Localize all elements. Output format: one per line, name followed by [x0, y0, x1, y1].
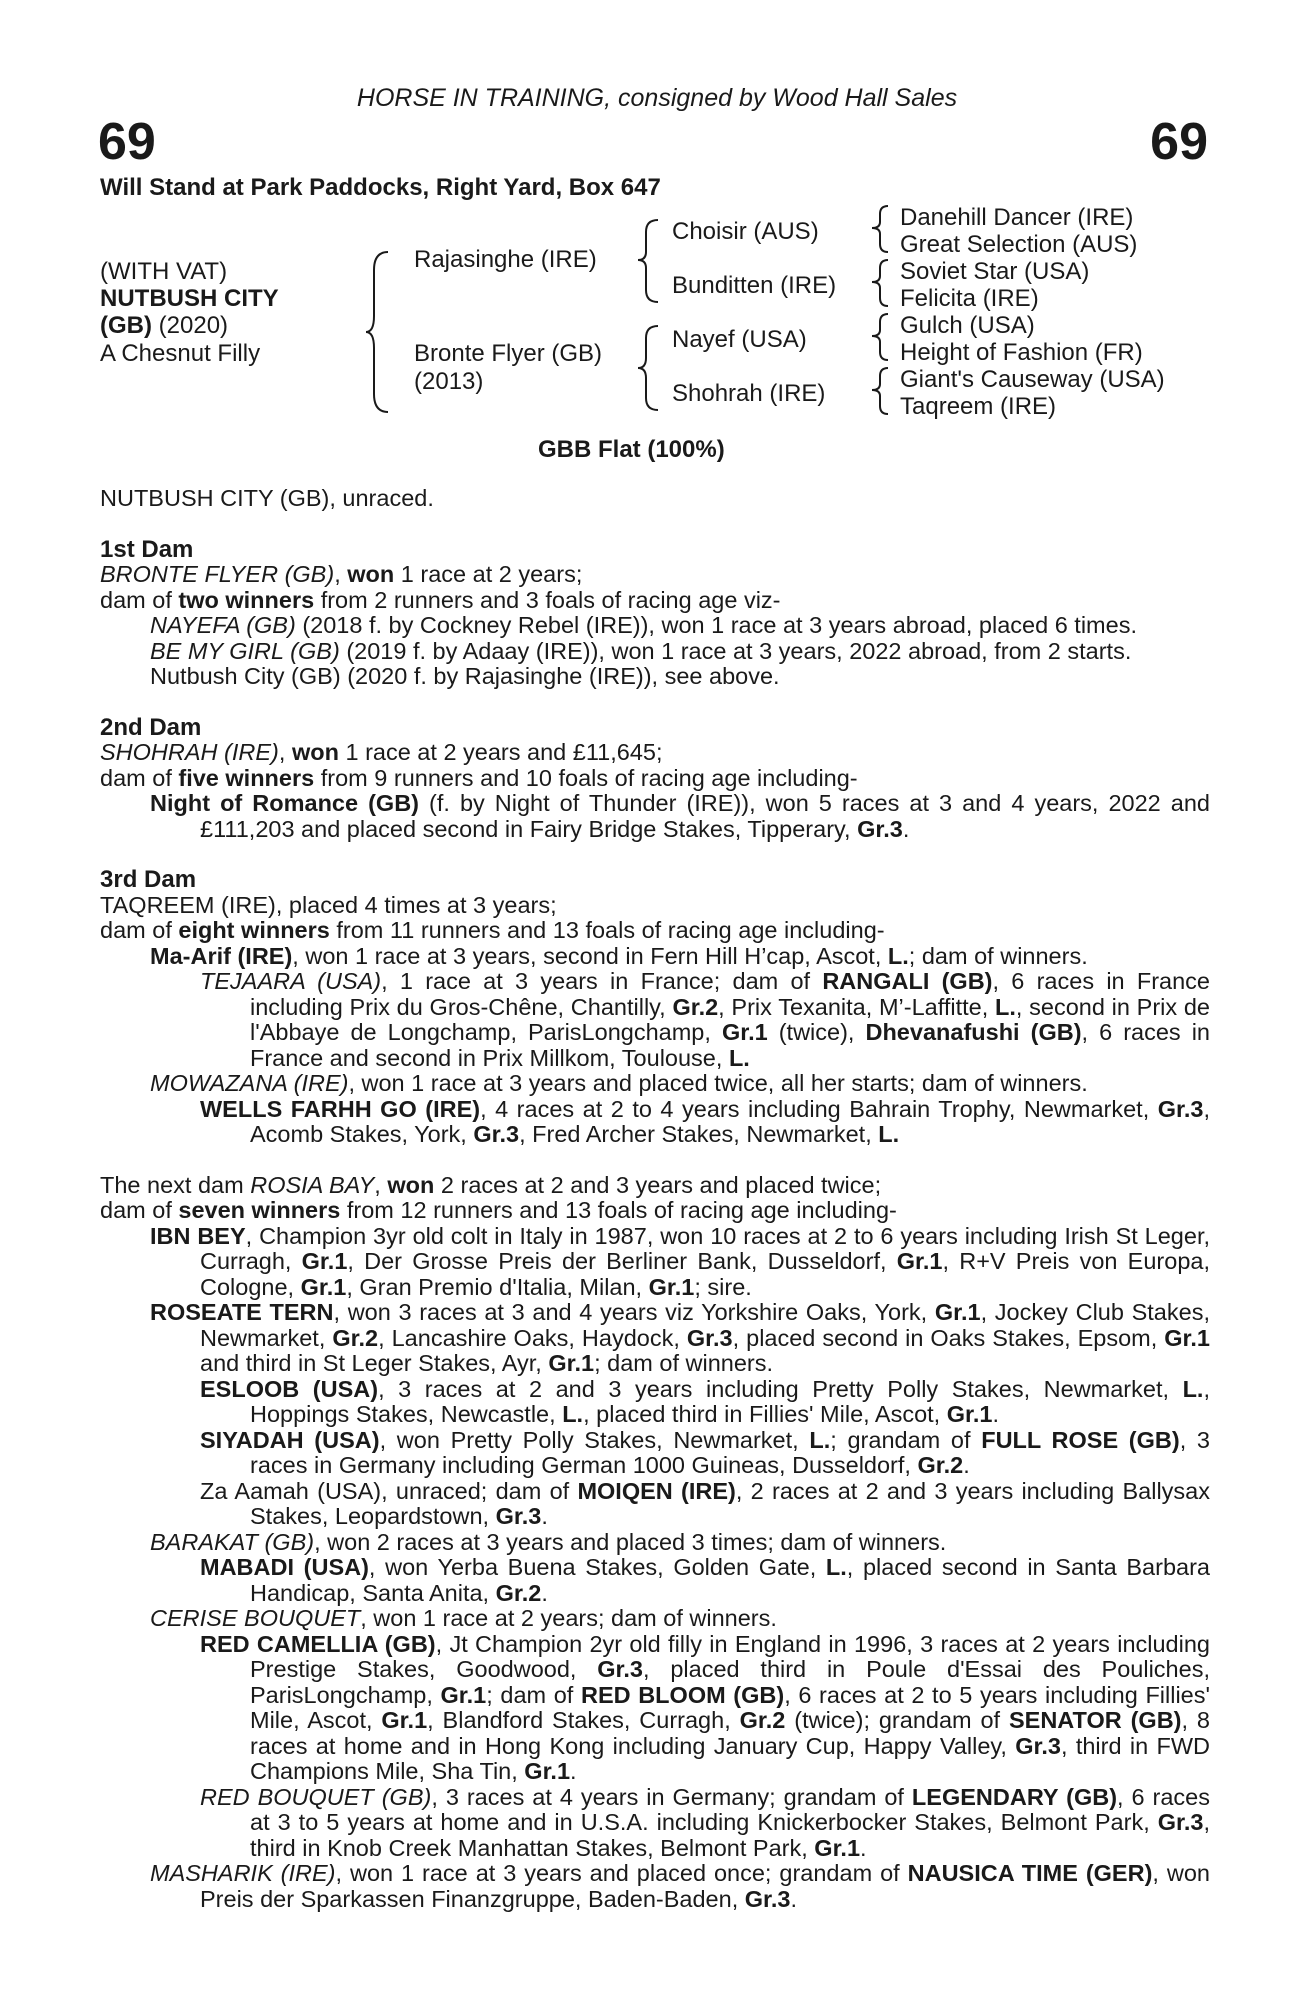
pedigree-sss: Danehill Dancer (IRE) [900, 204, 1134, 231]
pedigree-dds: Giant's Causeway (USA) [900, 366, 1165, 393]
horse-name: NUTBUSH CITY [100, 285, 279, 312]
next-dam-foal: IBN BEY, Champion 3yr old colt in Italy in 1987, won 10 races at 2 to 6 years including Irish St Leger, Curragh, Gr.1, Der Grosse Preis der Berliner Bank, Dusseldorf, Gr.1, R+V Preis von Europa, Cologne, Gr.1, Gran Premio d'Italia, Milan, Gr.1; sire. [150, 1222, 1211, 1300]
horse-origin-year: (GB) (2020) [100, 312, 229, 339]
pedigree-dam-year: (2013) [414, 368, 484, 395]
pedigree-brace-main [366, 250, 396, 414]
sale-title: HORSE IN TRAINING, consigned by Wood Hall Sales [356, 84, 958, 112]
next-dam-foal: MASHARIK (IRE), won 1 race at 3 years and placed once; grandam of NAUSICA TIME (GER), won Preis der Sparkassen Finanzgruppe, Baden-Baden, Gr.3. [150, 1860, 1210, 1912]
third-dam-summary: TAQREEM (IRE), placed 4 times at 3 years; [100, 891, 557, 918]
next-dam-foal: CERISE BOUQUET, won 1 race at 2 years; dam of winners. [150, 1605, 777, 1631]
pedigree-dam-dam: Shohrah (IRE) [672, 380, 826, 407]
second-dam-produce: dam of five winners from 9 runners and 10 foals of racing age including- [100, 764, 858, 791]
pedigree-sire-dam: Bunditten (IRE) [672, 272, 837, 299]
third-dam-grandfoal: WELLS FARHH GO (IRE), 4 races at 2 to 4 years including Bahrain Trophy, Newmarket, Gr.3, Acomb Stakes, York, Gr.3, Fred Archer Stakes, Newmarket, L. [200, 1095, 1210, 1147]
third-dam-heading: 3rd Dam [100, 866, 197, 893]
pedigree-dam: Bronte Flyer (GB) [414, 340, 603, 367]
second-dam-foal: Night of Romance (GB) (f. by Night of Thunder (IRE)), won 5 races at 3 and 4 years, 2022 and £111,203 and placed second in Fairy Bridge Stakes, Tipperary, Gr.3. [150, 790, 1210, 842]
pedigree-ddd: Taqreem (IRE) [900, 393, 1057, 420]
next-dam-produce: dam of seven winners from 12 runners and 13 foals of racing age including- [100, 1197, 897, 1223]
stand-location: Will Stand at Park Paddocks, Right Yard, Box 647 [100, 174, 661, 201]
lot-number-left: 69 [98, 113, 156, 171]
brace-g4 [870, 366, 894, 416]
pedigree-sire: Rajasinghe (IRE) [414, 246, 597, 273]
first-dam-foal: Nutbush City (GB) (2020 f. by Rajasinghe (IRE)), see above. [150, 663, 780, 689]
pedigree-sire-sire: Choisir (AUS) [672, 218, 819, 245]
first-dam-produce: dam of two winners from 2 runners and 3 foals of racing age viz- [100, 586, 781, 613]
rating: GBB Flat (100%) [538, 436, 725, 463]
third-dam-foal: MOWAZANA (IRE), won 1 race at 3 years and placed twice, all her starts; dam of winners. [150, 1070, 1088, 1096]
pedigree-ssd: Great Selection (AUS) [900, 231, 1138, 258]
next-dam-grandfoal: RED CAMELLIA (GB), Jt Champion 2yr old filly in England in 1996, 3 races at 2 years including Prestige Stakes, Goodwood, Gr.3, placed third in Poule d'Essai des Pouliches, ParisLongchamp, Gr.1; dam of RED BLOOM (GB), 6 races at 2 to 5 years including Fillies' Mile, Ascot, Gr.1, Blandford Stakes, Curragh, Gr.2 (twice); grandam of SENATOR (GB), 8 races at home and in Hong Kong including January Cup, Happy Valley, Gr.3, third in FWD Champions Mile, Sha Tin, Gr.1. [200, 1630, 1210, 1784]
race-record: NUTBUSH CITY (GB), unraced. [100, 485, 434, 511]
pedigree-brace-dam [638, 324, 664, 412]
horse-description: A Chesnut Filly [100, 340, 261, 367]
pedigree-dam-sire: Nayef (USA) [672, 326, 807, 353]
first-dam-foal: NAYEFA (GB) (2018 f. by Cockney Rebel (IRE)), won 1 race at 3 years abroad, placed 6 times. [150, 612, 1137, 638]
next-dam-grandfoal: ESLOOB (USA), 3 races at 2 and 3 years including Pretty Polly Stakes, Newmarket, L., Hoppings Stakes, Newcastle, L., placed third in Fillies' Mile, Ascot, Gr.1. [200, 1375, 1210, 1427]
pedigree-dsd: Height of Fashion (FR) [900, 339, 1143, 366]
next-dam-grandfoal: SIYADAH (USA), won Pretty Polly Stakes, Newmarket, L.; grandam of FULL ROSE (GB), 3 races in Germany including German 1000 Guineas, Dusseldorf, Gr.2. [200, 1426, 1211, 1478]
lot-number-right: 69 [1150, 113, 1208, 171]
brace-g3 [870, 312, 894, 362]
first-dam-heading: 1st Dam [100, 535, 194, 563]
first-dam-foal: BE MY GIRL (GB) (2019 f. by Adaay (IRE)), won 1 race at 3 years, 2022 abroad, from 2 starts. [150, 637, 1132, 664]
next-dam-foal: ROSEATE TERN, won 3 races at 3 and 4 years viz Yorkshire Oaks, York, Gr.1, Jockey Club Stakes, Newmarket, Gr.2, Lancashire Oaks, Haydock, Gr.3, placed second in Oaks Stakes, Epsom, Gr.1 and third in St Leger Stakes, Ayr, Gr.1; dam of winners. [150, 1299, 1210, 1376]
next-dam-summary: The next dam ROSIA BAY, won 2 races at 2 and 3 years and placed twice; [100, 1171, 882, 1198]
next-dam-grandfoal: RED BOUQUET (GB), 3 races at 4 years in Germany; grandam of LEGENDARY (GB), 6 races at 3 to 5 years at home and in U.S.A. including Knickerbocker Stakes, Belmont Park, Gr.3, third in Knob Creek Manhattan Stakes, Belmont Park, Gr.1. [200, 1783, 1211, 1861]
third-dam-grandfoal: TEJAARA (USA), 1 race at 3 years in France; dam of RANGALI (GB), 6 races in France including Prix du Gros-Chêne, Chantilly, Gr.2, Prix Texanita, M’-Laffitte, L., second in Prix de l'Abbaye de Longchamp, ParisLongchamp, Gr.1 (twice), Dhevanafushi (GB), 6 races in France and second in Prix Millkom, Toulouse, L. [200, 968, 1211, 1071]
third-dam-foal: Ma-Arif (IRE), won 1 race at 3 years, second in Fern Hill H’cap, Ascot, L.; dam of winners. [150, 942, 1088, 969]
vat-note: (WITH VAT) [100, 258, 228, 285]
brace-g1 [870, 204, 894, 254]
brace-g2 [870, 258, 894, 308]
catalogue-body [100, 486, 1210, 1912]
third-dam-produce: dam of eight winners from 11 runners and 13 foals of racing age including- [100, 917, 885, 943]
next-dam-grandfoal: Za Aamah (USA), unraced; dam of MOIQEN (IRE), 2 races at 2 and 3 years including Ballysax Stakes, Leopardstown, Gr.3. [200, 1477, 1210, 1529]
pedigree-sds: Soviet Star (USA) [900, 258, 1090, 285]
pedigree-sdd: Felicita (IRE) [900, 285, 1039, 312]
pedigree-brace-sire [638, 218, 664, 304]
second-dam-heading: 2nd Dam [100, 713, 202, 741]
next-dam-grandfoal: MABADI (USA), won Yerba Buena Stakes, Golden Gate, L., placed second in Santa Barbara Handicap, Santa Anita, Gr.2. [200, 1554, 1210, 1606]
second-dam-summary: SHOHRAH (IRE), won 1 race at 2 years and £11,645; [100, 739, 663, 765]
first-dam-summary: BRONTE FLYER (GB), won 1 race at 2 years; [100, 561, 583, 587]
next-dam-foal: BARAKAT (GB), won 2 races at 3 years and placed 3 times; dam of winners. [150, 1528, 947, 1555]
pedigree-dss: Gulch (USA) [900, 312, 1035, 339]
